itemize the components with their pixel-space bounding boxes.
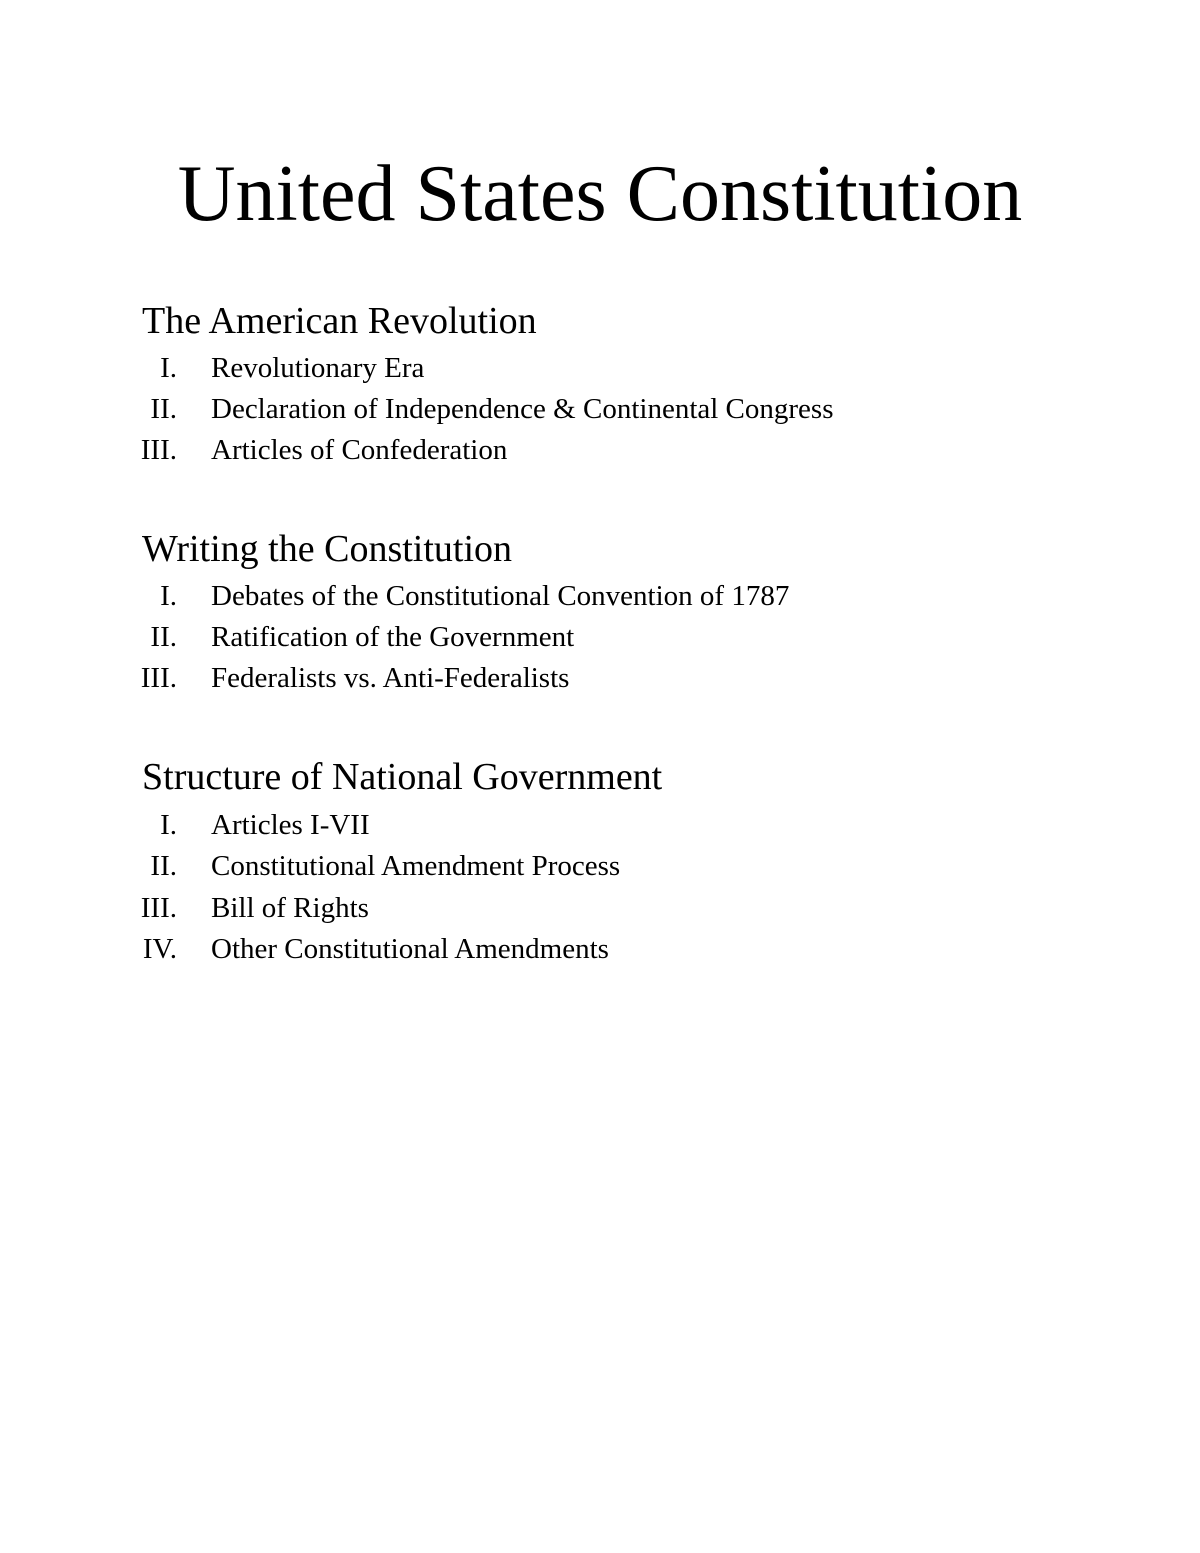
roman-numeral: II. [150, 393, 177, 425]
outline-item [0, 389, 1200, 429]
outline-item-text: Declaration of Independence & Continental Congress [211, 393, 834, 425]
outline-item-text: Other Constitutional Amendments [211, 933, 609, 965]
roman-numeral: IV. [142, 933, 177, 965]
outline-item [0, 576, 1200, 616]
outline-item [0, 888, 1200, 928]
outline-item-text: Bill of Rights [211, 892, 369, 924]
roman-numeral: III. [140, 892, 177, 924]
outline-item-text: Articles of Confederation [211, 434, 508, 466]
roman-numeral: III. [140, 662, 177, 694]
outline-item [0, 617, 1200, 657]
roman-numeral: I. [160, 580, 177, 612]
outline-item [0, 348, 1200, 388]
outline-item-text: Revolutionary Era [211, 352, 425, 384]
outline-item [0, 658, 1200, 698]
outline-item-text: Federalists vs. Anti-Federalists [211, 662, 570, 694]
section-heading: Structure of National Government [142, 756, 663, 798]
roman-numeral: III. [140, 434, 177, 466]
roman-numeral: II. [150, 621, 177, 653]
roman-numeral: I. [160, 352, 177, 384]
roman-numeral: II. [150, 850, 177, 882]
outline-item-text: Articles I-VII [211, 809, 370, 841]
section-heading: Writing the Constitution [142, 528, 513, 570]
document-title: United States Constitution [177, 150, 1023, 238]
outline-item [0, 929, 1200, 969]
outline-item [0, 805, 1200, 845]
outline-item-text: Ratification of the Government [211, 621, 575, 653]
roman-numeral: I. [160, 809, 177, 841]
section-heading: The American Revolution [142, 300, 537, 342]
outline-item-text: Constitutional Amendment Process [211, 850, 621, 882]
outline-item [0, 430, 1200, 470]
outline-item-text: Debates of the Constitutional Convention of 1787 [211, 580, 790, 612]
outline-item [0, 846, 1200, 886]
